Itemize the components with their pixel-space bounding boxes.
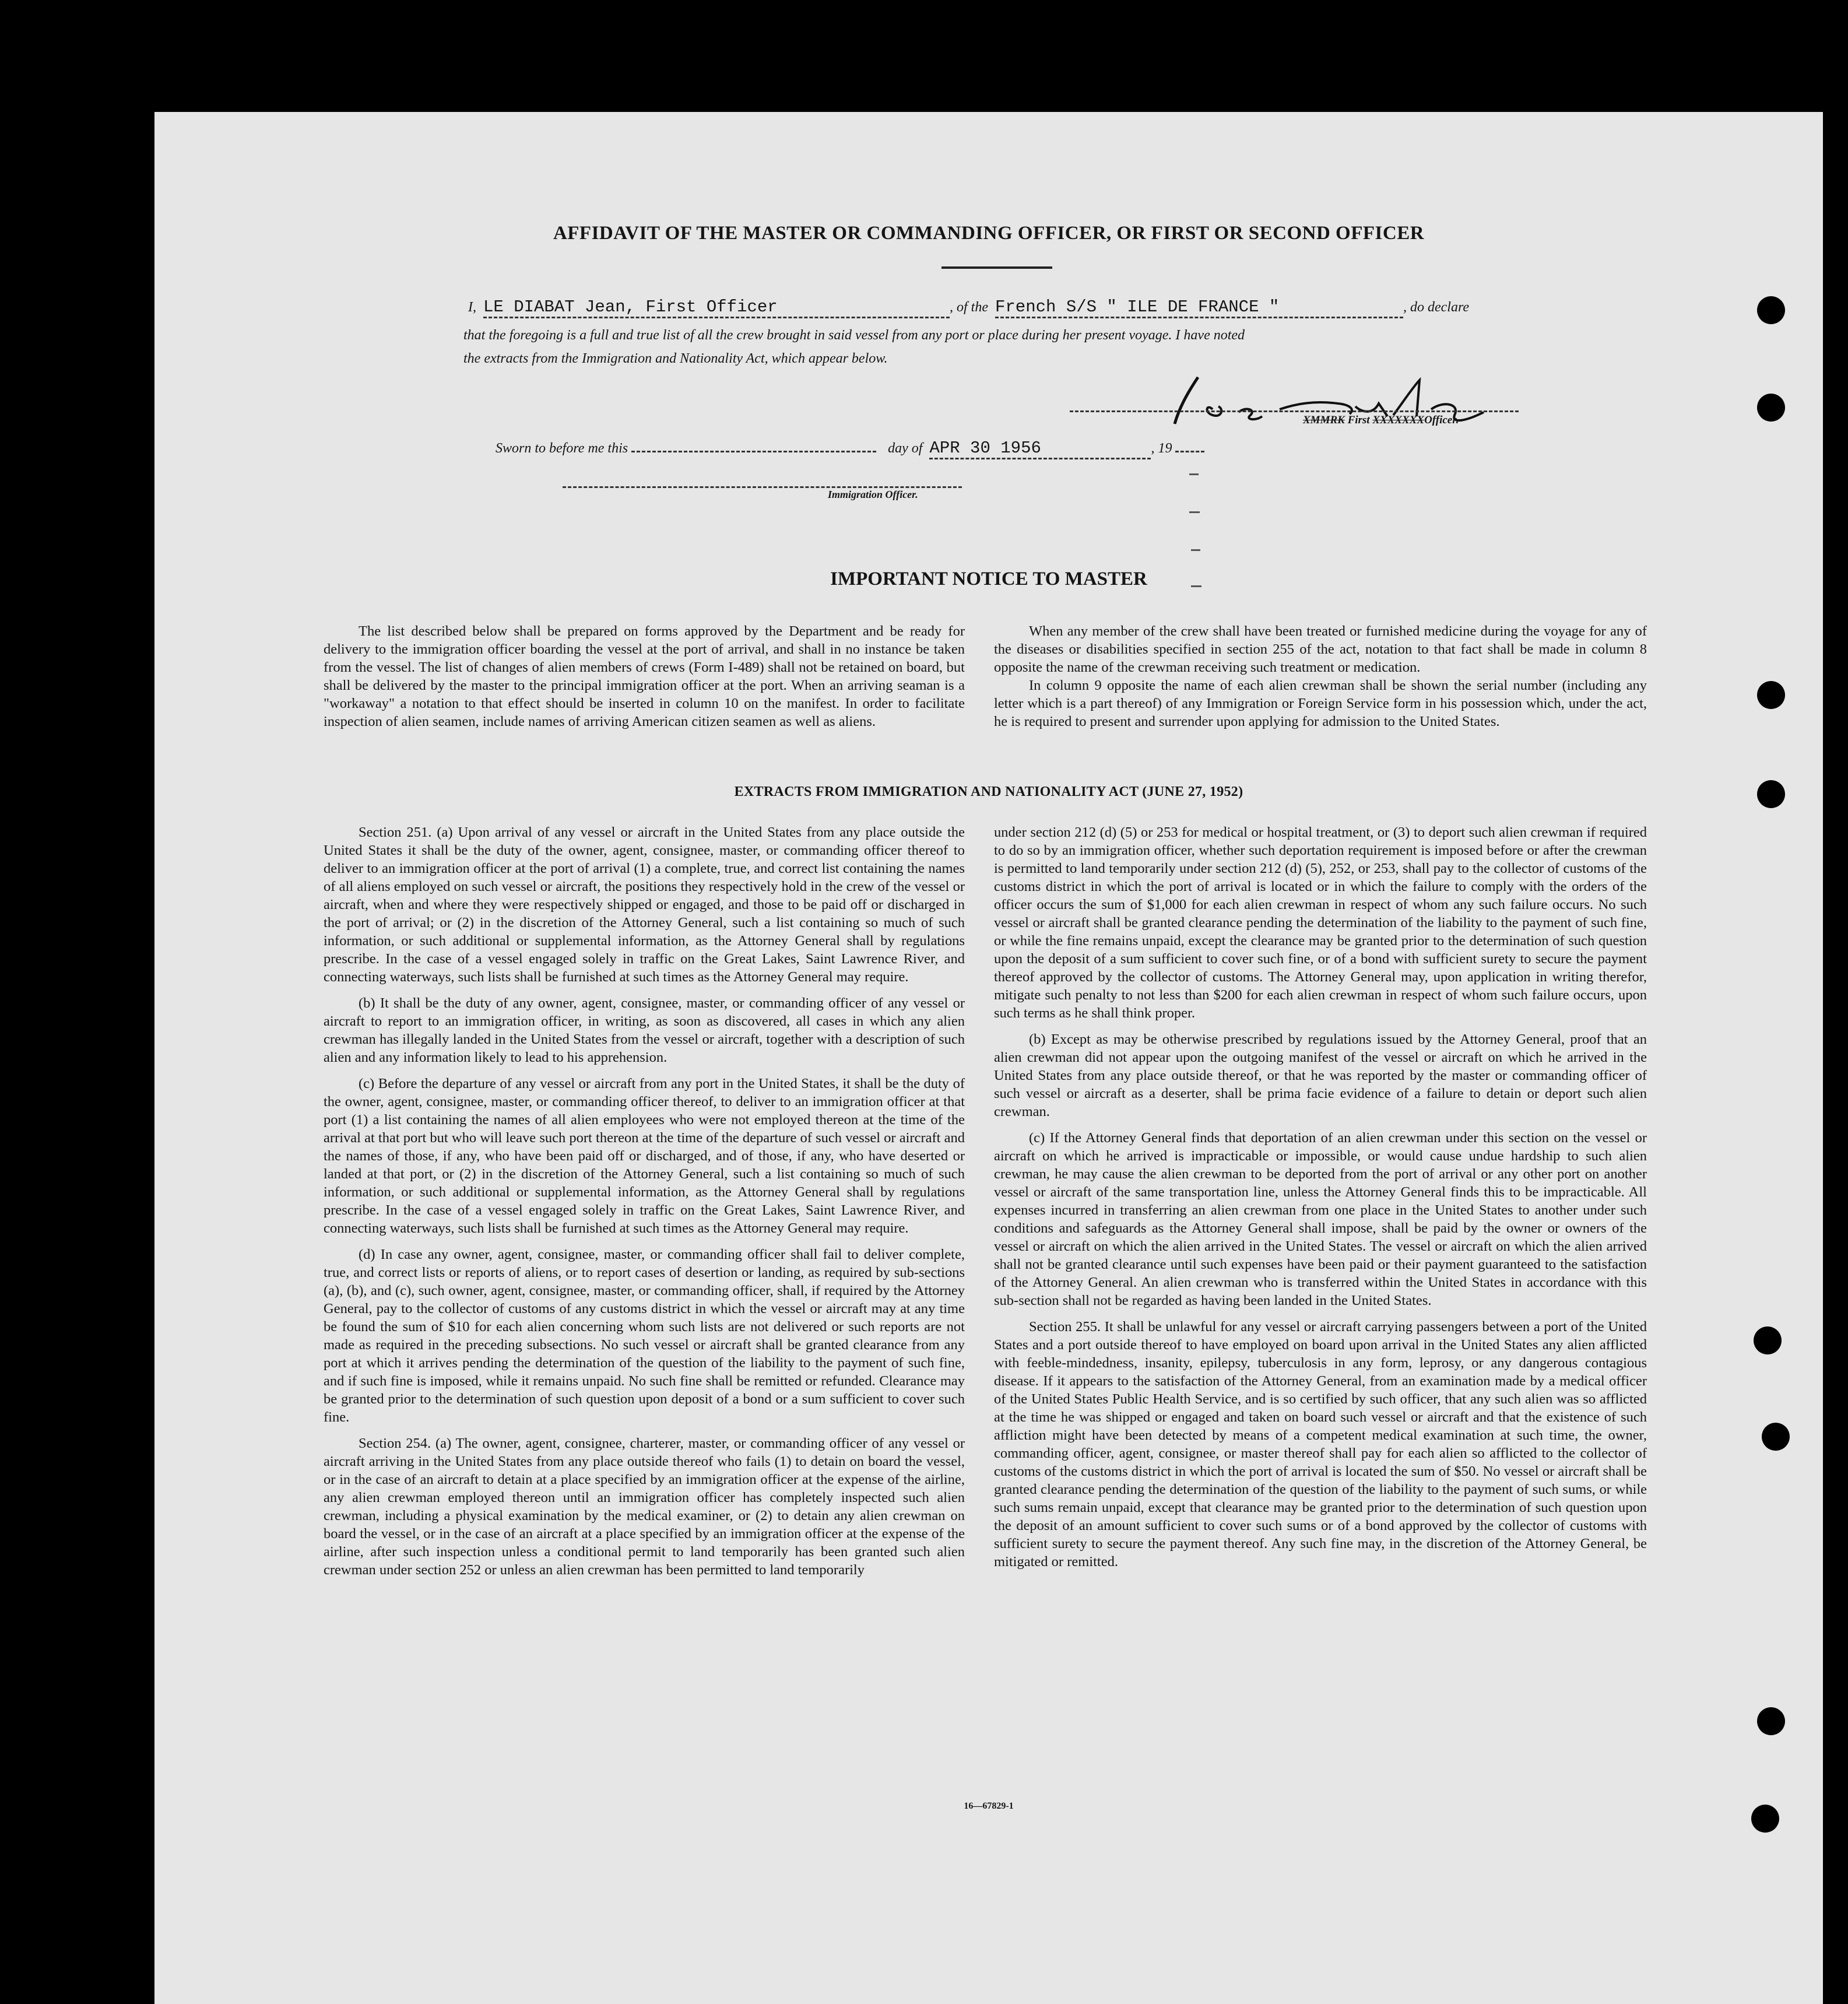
notice-left-paragraph: The list described below shall be prepared on forms approved by the Department and be ready for delivery to the immigration officer boarding the vessel at the port of arrival, and shall in no instance be taken from the vessel. The list of changes of alien members of crews (Form I-489) shall not be retained on board, but shall be delivered by the master to the principal immigration officer at the port. When an arriving seaman is a "workaway" a notation to that effect should be inserted in column 10 on the manifest. In order to facilitate inspection of alien seamen, include names of arriving American citizen seamen as well as aliens.: [324, 623, 965, 729]
scan-mark: [1191, 585, 1201, 587]
struck-second-text: XXXXXXX: [1372, 414, 1425, 426]
binder-hole: [1757, 780, 1785, 808]
of-the-label: , of the: [950, 300, 988, 315]
signer-role: First: [1347, 414, 1370, 426]
form-number: 16—67829-1: [964, 1801, 1014, 1811]
document-title: AFFIDAVIT OF THE MASTER OR COMMANDING OFFICER, OR FIRST OR SECOND OFFICER: [553, 223, 1425, 244]
notice-left-column: [324, 622, 965, 731]
notice-right-paragraph-2: In column 9 opposite the name of each alien crewman shall be shown the serial number (including any letter which is a part thereof) of any Immigration or Foreign Service form in his possession which, under the act, he is required to present and surrender upon applying for admission to the United States.: [994, 678, 1647, 729]
scan-mark: [1191, 549, 1200, 551]
binder-hole: [1757, 296, 1785, 324]
struck-master-text: XMMRK: [1303, 414, 1345, 426]
declaration-pronoun: I,: [468, 300, 476, 315]
year-suffix: , 19: [1151, 441, 1172, 456]
signature-line: [1070, 410, 1519, 412]
sworn-label: Sworn to before me this: [496, 441, 628, 456]
section-254-c: (c) If the Attorney General finds that deportation of an alien crewman under this section on the vessel or aircraft on which he arrived is impracticable or impossible, or would cause undue hardship to such alien crewman, he may cause the alien crewman to be deported from the port of arrival or any other port on another vessel or aircraft of the same transportation line, unless the Attorney General finds this to be impracticable. All expenses incurred in transferring an alien crewman from one place in the United States to another under such conditions and safeguards as the Attorney General shall impose, shall be paid by the owner or owners of the vessel or aircraft on which the alien arrived in the United States. The vessel or aircraft on which the alien arrived shall not be granted clearance until such expenses have been paid or their payment guaranteed to the satisfaction of the Attorney General. An alien crewman who is transferred within the United States in accordance with this sub-section shall not be regarded as having been landed in the United States.: [994, 1130, 1647, 1308]
immigration-officer-label: Immigration Officer.: [828, 489, 918, 500]
officer-suffix: Officer.: [1424, 414, 1459, 426]
binder-hole: [1762, 1423, 1790, 1451]
section-251-b: (b) It shall be the duty of any owner, agent, consignee, master, or commanding officer of any vessel or aircraft to report to an immigration officer, in writing, as soon as discovered, all cases in which any alien crewman has illegally landed in the United States from the vessel or aircraft, together with a description of such alien and any information likely to lead to his apprehension.: [324, 995, 965, 1065]
declaration-line-2: that the foregoing is a full and true list of all the crew brought in said vessel from any port or place during her present voyage. I have noted: [463, 328, 1245, 343]
section-254-b: (b) Except as may be otherwise prescribed by regulations issued by the Attorney General, proof that an alien crewman did not appear upon the outgoing manifest of the vessel or aircraft on which he arrived in the United States from any place outside thereof, or that he was reported by the master or commanding officer of such vessel or aircraft as a deserter, shall be prima facie evidence of a failure to detain or deport such alien crewman.: [994, 1031, 1647, 1119]
document-page: [154, 112, 1823, 2004]
sworn-line: [496, 436, 1417, 459]
notice-title: IMPORTANT NOTICE TO MASTER: [830, 568, 1147, 589]
section-251-c: (c) Before the departure of any vessel or aircraft from any port in the United States, it shall be the duty of the owner, agent, consignee, master, or commanding officer thereof, to deliver to an immigration officer at that port (1) a list containing the names of all alien employees who were not employed thereon at the time of the arrival at that port but who will leave such port thereon at the time of the departure of such vessel or aircraft and the names of those, if any, who have been paid off or discharged, and of those, if any, who have deserted or landed at that port, or (2) in the discretion of the Attorney General, such a list containing so much of such information, or such additional or supplemental information, as the Attorney General shall by regulations prescribe. In the case of a vessel engaged solely in traffic on the Great Lakes, Saint Lawrence River, and connecting waterways, such lists shall be furnished at such times as the Attorney General may require.: [324, 1076, 965, 1236]
scan-mark: [1189, 511, 1200, 513]
section-254-a: Section 254. (a) The owner, agent, consignee, charterer, master, or commanding officer of any vessel or aircraft arriving in the United States from any place outside thereof who fails (1) to detain on board the vessel, or in the case of an aircraft to detain at a place specified by an immigration officer at the expense of the airline, any alien crewman employed thereon until an immigration officer has completely inspected such alien crewman, including a physical examination by the medical examiner, or (2) to detain any alien crewman on board the vessel, or in the case of an aircraft at a place specified by an immigration officer at the expense of the airline, after such inspection unless a conditional permit to land temporarily has been granted such alien crewman under section 252 or unless an alien crewman has been permitted to land temporarily: [324, 1436, 965, 1578]
extracts-title: EXTRACTS FROM IMMIGRATION AND NATIONALITY ACT (JUNE 27, 1952): [734, 784, 1243, 799]
sworn-date-stamp: APR 30 1956: [929, 438, 1151, 459]
binder-hole: [1757, 394, 1785, 422]
extracts-left-column: [324, 823, 965, 1579]
binder-hole: [1754, 1326, 1782, 1354]
title-divider: [941, 266, 1052, 269]
do-declare-label: , do declare: [1403, 300, 1470, 315]
handwritten-signature: [1157, 368, 1495, 438]
sworn-day-blank: [631, 436, 876, 452]
section-251-d: (d) In case any owner, agent, consignee, master, or commanding officer shall fail to deliver complete, true, and correct lists or reports of aliens, or to report cases of desertion or landing, as required by sub-sections (a), (b), and (c), such owner, agent, consignee, master, or commanding officer, shall, if required by the Attorney General, pay to the collector of customs of any customs district in which the vessel or aircraft may at any time be found the sum of $10 for each alien concerning whom such lists are not delivered or such reports are not made as required in the preceding subsections. No such vessel or aircraft shall be granted clearance from any port at which it arrives pending the determination of the question of the liability to the payment of such fine, and if such fine is imposed, while it remains unpaid. No such fine shall be remitted or refunded. Clearance may be granted prior to the determination of such question upon deposit of a bond or a sum sufficient to cover such fine.: [324, 1247, 965, 1425]
immigration-officer-signature-line: [563, 486, 962, 488]
extracts-right-column: [994, 823, 1647, 1571]
notice-right-paragraph-1: When any member of the crew shall have been treated or furnished medicine during the voyage for any of the diseases or disabilities specified in section 255 of the act, notation to that fact shall be made in column 8 opposite the name of the crewman receiving such treatment or medication.: [994, 623, 1647, 675]
binder-hole: [1757, 681, 1785, 709]
declaration-line-1: [468, 297, 1687, 318]
year-blank: [1175, 436, 1204, 452]
scan-mark: [1189, 473, 1199, 475]
section-251-a: Section 251. (a) Upon arrival of any vessel or aircraft in the United States from any place outside the United States it shall be the duty of the owner, agent, consignee, master, or commanding officer thereof to deliver to an immigration officer at the port of arrival (1) a complete, true, and correct list containing the names of all aliens employed on such vessel or aircraft, the positions they respectively hold in the crew of the vessel or aircraft, when and where they were respectively shipped or engaged, and those to be paid off or discharged in the port of arrival; or (2) in the discretion of the Attorney General, such a list containing so much of such information, or such additional or supplemental information, as the Attorney General shall by regulations prescribe. In the case of a vessel engaged solely in traffic on the Great Lakes, Saint Lawrence River, and connecting waterways, such lists shall be furnished at such times as the Attorney General may require.: [324, 824, 965, 985]
vessel-name-field: French S/S " ILE DE FRANCE ": [995, 297, 1403, 318]
signature-caption: [1303, 414, 1459, 427]
section-255: Section 255. It shall be unlawful for any vessel or aircraft carrying passengers between a port of the United States and a port outside thereof to have employed on board upon arrival in the United States any alien afflicted with feeble-mindedness, insanity, epilepsy, tuberculosis in any form, leprosy, or any dangerous contagious disease. If it appears to the satisfaction of the Attorney General, from an examination made by a medical officer of the United States Public Health Service, and is so certified by such officer, that any such alien was so afflicted at the time he was shipped or engaged and taken on board such vessel or aircraft and that the existence of such affliction might have been detected by means of a competent medical examination at such time, the owner, commanding officer, agent, consignee, or master thereof shall pay for each alien so afflicted to the collector of customs of the customs district in which the port of arrival is located the sum of $50. No vessel or aircraft shall be granted clearance pending the determination of the question of the liability to the payment of such sums, or while such sums remain unpaid, except that clearance may be granted prior to the determination of such question upon the deposit of an amount sufficient to cover such sums or of a bond approved by the collector of customs with sufficient surety to secure the payment thereof. Any such fine may, in the discretion of the Attorney General, be mitigated or remitted.: [994, 1319, 1647, 1570]
binder-hole: [1751, 1805, 1779, 1833]
master-name-field: LE DIABAT Jean, First Officer: [483, 297, 950, 318]
declaration-line-3: the extracts from the Immigration and Nationality Act, which appear below.: [463, 351, 888, 366]
day-of-label: day of: [888, 441, 923, 456]
binder-hole: [1757, 1707, 1785, 1735]
section-254-a-continued: under section 212 (d) (5) or 253 for medical or hospital treatment, or (3) to deport such alien crewman if required to do so by an immigration officer, whether such deportation requirement is imposed before or after the crewman is permitted to land temporarily under section 212 (d) (5), 252, or 253, shall pay to the collector of customs of the customs district in which the port of arrival is located or in which the failure to comply with the orders of the officer occurs the sum of $1,000 for each alien crewman in respect of whom any such failure occurs. No such vessel or aircraft shall be granted clearance pending the determination of the liability to the payment of such fine, or while the fine remains unpaid, except the clearance may be granted prior to the determination of such question upon the deposit of a sum sufficient to cover such fine, or of a bond with sufficient surety to secure the payment thereof approved by the collector of customs. The Attorney General may, upon application in writing therefor, mitigate such penalty to not less than $200 for each alien crewman in respect of whom such failure occurs, upon such terms as he shall think proper.: [994, 824, 1647, 1021]
notice-right-column: [994, 622, 1647, 731]
